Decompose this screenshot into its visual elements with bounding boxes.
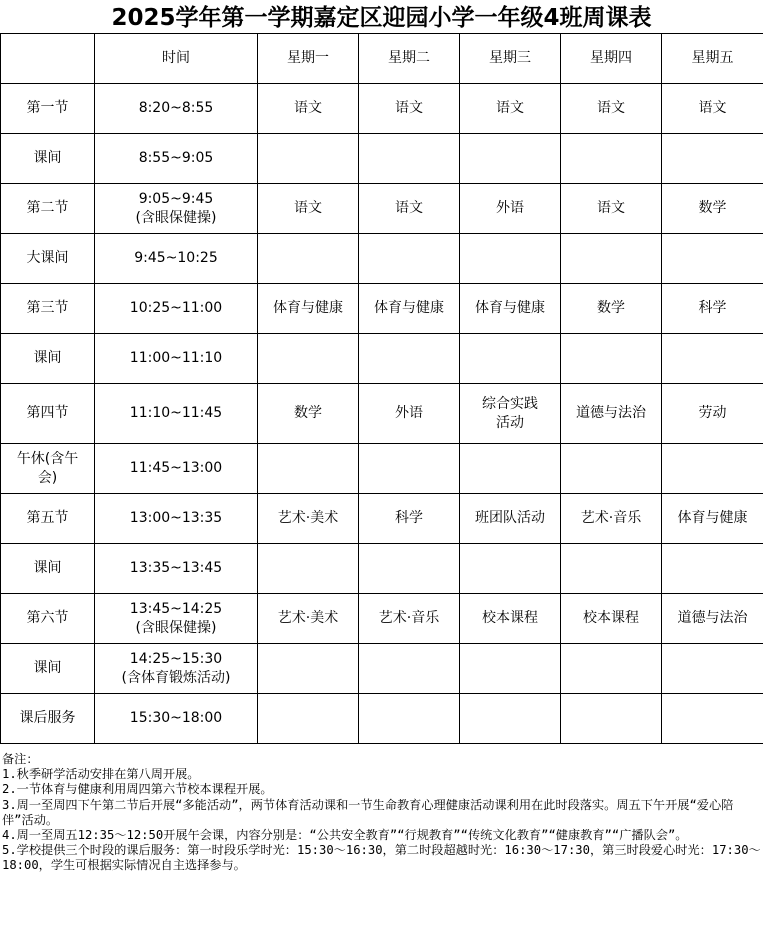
time-range: 13:00~13:35 <box>129 510 223 526</box>
period-cell: 课后服务 <box>1 694 95 744</box>
class-cell: 语文 <box>460 84 561 134</box>
class-cell: 艺术·美术 <box>258 494 359 544</box>
time-cell <box>95 444 258 494</box>
notes-list <box>2 767 761 873</box>
class-cell <box>460 694 561 744</box>
class-cell <box>561 134 662 184</box>
time-range: 9:45~10:25 <box>134 250 218 266</box>
time-range: 8:55~9:05 <box>138 150 214 166</box>
class-cell: 体育与健康 <box>258 284 359 334</box>
class-cell <box>258 334 359 384</box>
class-cell: 数学 <box>662 184 763 234</box>
period-cell: 大课间 <box>1 234 95 284</box>
class-cell: 科学 <box>662 284 763 334</box>
period-cell: 第二节 <box>1 184 95 234</box>
class-cell <box>359 134 460 184</box>
table-row <box>1 184 763 234</box>
notes-heading: 备注： <box>2 752 39 766</box>
class-cell <box>561 644 662 694</box>
class-cell <box>359 694 460 744</box>
class-cell: 艺术·美术 <box>258 594 359 644</box>
time-cell <box>95 184 258 234</box>
class-cell <box>258 444 359 494</box>
class-cell: 校本课程 <box>460 594 561 644</box>
header-time: 时间 <box>95 34 258 84</box>
time-note: (含眼保健操) <box>135 209 217 226</box>
note-item: 3.周一至周四下午第二节后开展“多能活动”，两节体育活动课和一节生命教育心理健康活动课利用在此时段落实。周五下午开展“爱心陪伴”活动。 <box>2 797 734 827</box>
time-range: 9:05~9:45 <box>138 190 214 207</box>
class-cell <box>561 544 662 594</box>
class-cell: 劳动 <box>662 384 763 444</box>
time-cell <box>95 334 258 384</box>
time-range: 11:10~11:45 <box>129 405 223 421</box>
class-cell <box>460 644 561 694</box>
time-range: 8:20~8:55 <box>138 100 214 116</box>
class-cell: 科学 <box>359 494 460 544</box>
time-note: (含体育锻炼活动) <box>121 669 231 686</box>
period-cell: 课间 <box>1 644 95 694</box>
class-cell: 体育与健康 <box>662 494 763 544</box>
class-cell: 数学 <box>258 384 359 444</box>
class-cell <box>359 544 460 594</box>
class-cell: 综合实践活动 <box>460 384 561 444</box>
class-cell <box>662 134 763 184</box>
header-day-4: 星期四 <box>561 34 662 84</box>
period-cell: 第五节 <box>1 494 95 544</box>
time-range: 11:00~11:10 <box>129 350 223 366</box>
class-cell <box>258 644 359 694</box>
note-item: 5.学校提供三个时段的课后服务：第一时段乐学时光：15:30～16:30，第二时段超越时光：16:30～17:30，第三时段爱心时光：17:30～18:00，学生可根据实际情况自主选择参与。 <box>2 843 761 873</box>
page-title: 2025学年第一学期嘉定区迎园小学一年级4班周课表 <box>111 5 652 31</box>
period-cell: 第六节 <box>1 594 95 644</box>
class-cell <box>359 334 460 384</box>
class-cell <box>561 694 662 744</box>
header-corner <box>1 34 95 84</box>
header-row <box>1 34 763 84</box>
timetable-body <box>1 84 763 744</box>
class-cell: 语文 <box>561 184 662 234</box>
time-note: (含眼保健操) <box>135 619 217 636</box>
header-day-3: 星期三 <box>460 34 561 84</box>
class-cell <box>561 444 662 494</box>
table-row <box>1 644 763 694</box>
class-cell: 班团队活动 <box>460 494 561 544</box>
table-row <box>1 334 763 384</box>
note-item: 2.一节体育与健康利用周四第六节校本课程开展。 <box>2 782 273 797</box>
class-cell: 语文 <box>359 84 460 134</box>
table-row <box>1 134 763 184</box>
class-cell: 道德与法治 <box>662 594 763 644</box>
class-cell <box>561 234 662 284</box>
class-cell: 语文 <box>561 84 662 134</box>
period-cell: 午休(含午会) <box>1 444 95 494</box>
class-cell <box>460 334 561 384</box>
table-row <box>1 284 763 334</box>
class-cell <box>258 234 359 284</box>
class-cell <box>662 444 763 494</box>
time-range: 10:25~11:00 <box>129 300 223 316</box>
table-row <box>1 544 763 594</box>
timetable <box>0 33 763 744</box>
class-cell: 艺术·音乐 <box>561 494 662 544</box>
header-day-5: 星期五 <box>662 34 763 84</box>
class-cell: 语文 <box>662 84 763 134</box>
class-cell: 语文 <box>258 184 359 234</box>
class-cell: 道德与法治 <box>561 384 662 444</box>
table-row <box>1 694 763 744</box>
class-cell <box>460 544 561 594</box>
table-row <box>1 234 763 284</box>
note-item: 4.周一至周五12:35～12:50开展午会课，内容分别是：“公共安全教育”“行规教育”“传统文化教育”“健康教育”“广播队会”。 <box>2 828 688 843</box>
class-cell: 语文 <box>258 84 359 134</box>
period-cell: 课间 <box>1 334 95 384</box>
period-cell: 第一节 <box>1 84 95 134</box>
class-cell <box>359 234 460 284</box>
time-cell <box>95 384 258 444</box>
period-cell: 课间 <box>1 134 95 184</box>
period-cell: 课间 <box>1 544 95 594</box>
class-cell <box>460 234 561 284</box>
class-cell <box>460 134 561 184</box>
time-cell <box>95 494 258 544</box>
class-cell <box>460 444 561 494</box>
header-day-1: 星期一 <box>258 34 359 84</box>
table-row <box>1 494 763 544</box>
class-cell: 体育与健康 <box>359 284 460 334</box>
time-cell <box>95 284 258 334</box>
time-range: 14:25~15:30 <box>129 650 223 667</box>
time-cell <box>95 134 258 184</box>
class-cell <box>662 544 763 594</box>
class-cell <box>662 234 763 284</box>
time-cell <box>95 644 258 694</box>
class-cell <box>662 334 763 384</box>
class-cell <box>662 644 763 694</box>
table-row <box>1 594 763 644</box>
class-cell: 语文 <box>359 184 460 234</box>
class-cell: 体育与健康 <box>460 284 561 334</box>
header-day-2: 星期二 <box>359 34 460 84</box>
time-cell <box>95 594 258 644</box>
table-row <box>1 84 763 134</box>
note-item: 1.秋季研学活动安排在第八周开展。 <box>2 767 200 782</box>
class-cell <box>662 694 763 744</box>
time-cell <box>95 234 258 284</box>
class-cell: 外语 <box>359 384 460 444</box>
time-range: 13:35~13:45 <box>129 560 223 576</box>
time-range: 11:45~13:00 <box>129 460 223 476</box>
class-cell: 数学 <box>561 284 662 334</box>
class-cell: 外语 <box>460 184 561 234</box>
class-cell <box>359 444 460 494</box>
class-cell <box>258 694 359 744</box>
class-cell: 艺术·音乐 <box>359 594 460 644</box>
class-cell <box>258 134 359 184</box>
table-row <box>1 384 763 444</box>
period-cell: 第四节 <box>1 384 95 444</box>
class-cell <box>561 334 662 384</box>
time-cell <box>95 544 258 594</box>
class-cell: 校本课程 <box>561 594 662 644</box>
class-cell <box>359 644 460 694</box>
notes <box>2 752 761 874</box>
time-range: 15:30~18:00 <box>129 710 223 726</box>
table-row <box>1 444 763 494</box>
time-cell <box>95 694 258 744</box>
period-cell: 第三节 <box>1 284 95 334</box>
time-range: 13:45~14:25 <box>129 600 223 617</box>
class-cell <box>258 544 359 594</box>
time-cell <box>95 84 258 134</box>
